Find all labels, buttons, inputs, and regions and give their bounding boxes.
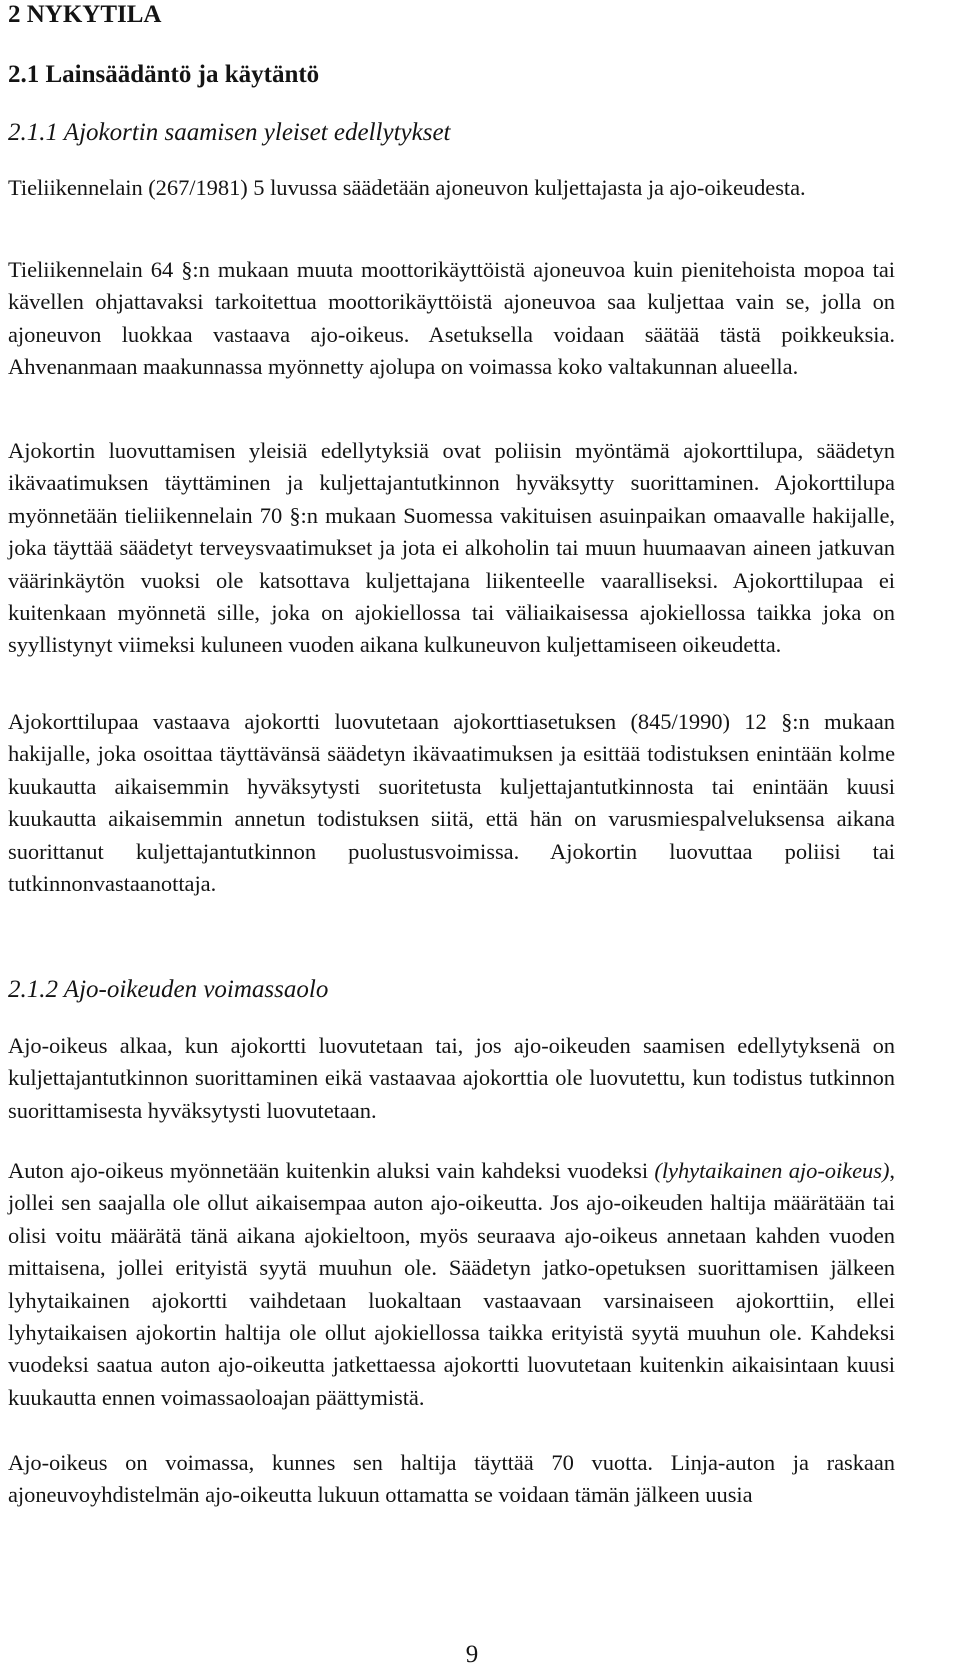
paragraph-6-italic-term: (lyhytaikainen ajo-oikeus): [654, 1158, 890, 1183]
paragraph-6-text-b: , jollei sen saajalla ole ollut aikaisempaa auton ajo-oikeutta. Jos ajo-oikeuden haltija määrätään tai olisi voitu määrätä tänä aikana ajokieltoon, myös seuraava ajo-oikeus annetaan kahden vuoden mittaisena, jollei erityistä syytä muuhun ole. Säädetyn jatko-opetuksen suorittamisen jälkeen lyhytaikainen ajokortti vaihdetaan luokaltaan vastaavaan varsinaiseen ajokorttiin, ellei lyhytaikaisen ajokortin haltija ole ollut ajokiellossa taikka erityistä syytä muuhun ole. Kahdeksi vuodeksi saatua auton ajo-oikeutta jatkettaessa ajokortti luovutetaan kuitenkin aikaisintaan kuusi kuukautta ennen voimassaoloajan päättymistä.: [8, 1158, 895, 1410]
chapter-heading: 2 NYKYTILA: [8, 1, 162, 28]
paragraph-1: Tieliikennelain (267/1981) 5 luvussa säädetään ajoneuvon kuljettajasta ja ajo-oikeudesta.: [8, 175, 806, 200]
paragraph-6-text-a: Auton ajo-oikeus myönnetään kuitenkin aluksi vain kahdeksi vuodeksi: [8, 1158, 655, 1183]
paragraph-6: [8, 1155, 895, 1414]
page-number: 9: [465, 1641, 479, 1668]
section-heading: 2.1 Lainsäädäntö ja käytäntö: [8, 61, 320, 88]
paragraph-3: Ajokortin luovuttamisen yleisiä edellytyksiä ovat poliisin myöntämä ajokorttilupa, säädetyn ikävaatimuksen täyttäminen ja kuljettajantutkinnon hyväksytty suorittaminen. Ajokorttilupa myönnetään tieliikennelain 70 §:n mukaan Suomessa vakituisen asuinpaikan omaavalle hakijalle, joka täyttää säädetyt terveysvaatimukset ja jota ei alkoholin tai muun huumaavan aineen jatkuvan väärinkäytön vuoksi ole katsottava kuljettajana liikenteelle vaaralliseksi. Ajokorttilupaa ei kuitenkaan myönnetä sille, joka on ajokiellossa tai väliaikaisessa ajokiellossa taikka joka on syyllistynyt viimeksi kuluneen vuoden aikana kulkuneuvon kuljettamiseen oikeudetta.: [8, 438, 895, 658]
paragraph-2: Tieliikennelain 64 §:n mukaan muuta moottorikäyttöistä ajoneuvoa kuin pienitehoista mopoa tai kävellen ohjattavaksi tarkoitettua moottorikäyttöistä ajoneuvoa saa kuljettaa vain se, jolla on ajoneuvon luokkaa vastaava ajo-oikeus. Asetuksella voidaan säätää tästä poikkeuksia. Ahvenanmaan maakunnassa myönnetty ajolupa on voimassa koko valtakunnan alueella.: [8, 257, 895, 380]
subsection-heading-1: 2.1.1 Ajokortin saamisen yleiset edellytykset: [8, 119, 451, 146]
subsection-heading-2: 2.1.2 Ajo-oikeuden voimassaolo: [8, 976, 329, 1003]
paragraph-5: Ajo-oikeus alkaa, kun ajokortti luovutetaan tai, jos ajo-oikeuden saamisen edellytyksenä on kuljettajantutkinnon suorittaminen eikä vastaavaa ajokorttia ole luovutettu, kun todistus tutkinnon suorittamisesta hyväksytysti luovutetaan.: [8, 1033, 895, 1123]
paragraph-4: Ajokorttilupaa vastaava ajokortti luovutetaan ajokorttiasetuksen (845/1990) 12 §:n mukaan hakijalle, joka osoittaa täyttävänsä säädetyn ikävaatimuksen ja esittää todistuksen enintään kolme kuukautta aikaisemmin hyväksytysti suoritetusta kuljettajantutkinnosta tai enintään kuusi kuukautta aikaisemmin annetun todistuksen siitä, että hän on varusmiespalveluksensa aikana suorittanut kuljettajantutkinnon puolustusvoimissa. Ajokortin luovuttaa poliisi tai tutkinnonvastaanottaja.: [8, 709, 895, 897]
paragraph-7: Ajo-oikeus on voimassa, kunnes sen haltija täyttää 70 vuotta. Linja-auton ja raskaan ajoneuvoyhdistelmän ajo-oikeutta lukuun ottamatta se voidaan tämän jälkeen uusia: [8, 1450, 895, 1508]
